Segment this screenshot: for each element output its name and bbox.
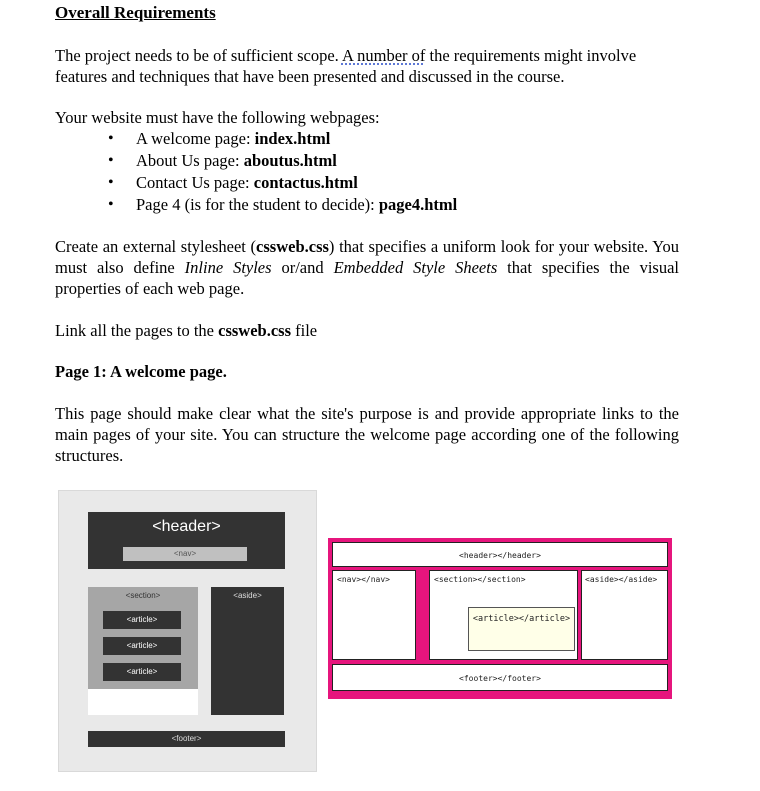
diagram-header-label: <header> (152, 518, 221, 535)
list-item (108, 194, 457, 216)
diagram-aside-block (211, 587, 284, 715)
intro-text-start: The project needs to be of sufficient scope. (55, 46, 342, 65)
diagram-section-label: <section> (125, 591, 161, 600)
page1-paragraph: This page should make clear what the site's purpose is and provide appropriate links to the main pages of your site. You can structure the welcome page according one of the following structures. (55, 404, 679, 465)
diagram-article-block: <article> (103, 611, 181, 629)
link-suffix: file (291, 321, 318, 340)
page-label: A welcome page: (136, 129, 255, 148)
link-text: Link all the pages to the (55, 321, 219, 340)
diagram-footer-block: <footer> (88, 731, 285, 747)
stylesheet-text-2: ) that specifies a uniform look for your website. You must also define (55, 237, 679, 277)
diagram-blank-area (88, 689, 198, 715)
page1-heading: Page 1: A welcome page. (55, 362, 227, 381)
stylesheet-text-3: or/and (271, 258, 334, 277)
diagram-article-block: <article> (103, 637, 181, 655)
link-paragraph (55, 320, 679, 341)
pink-aside-box: <aside></aside> (581, 570, 668, 660)
inline-styles-term: Inline Styles (184, 258, 272, 277)
page-label: Page 4 (is for the student to decide): (136, 195, 379, 214)
page-filename: contactus.html (253, 173, 358, 192)
diagram-nav-block: <nav> (123, 547, 247, 561)
pink-nav-box: <nav></nav> (332, 570, 416, 660)
layout-diagram-dark (58, 490, 317, 772)
diagram-article-block: <article> (103, 663, 181, 681)
list-item (108, 172, 457, 194)
pages-intro: Your website must have the following webpages: (55, 108, 380, 127)
list-item (108, 128, 457, 150)
pink-section-label: <section></section> (434, 575, 526, 584)
embedded-styles-term: Embedded Style Sheets (333, 258, 498, 277)
stylesheet-text-4: that specifies the visual properties of each web page. (55, 258, 679, 298)
intro-text-end: the requirements might involve features and techniques that have been presented and discussed in the course. (55, 46, 637, 86)
page-label: Contact Us page: (136, 173, 254, 192)
page-filename: page4.html (378, 195, 458, 214)
page-filename: index.html (254, 129, 331, 148)
layout-diagram-pink (328, 538, 672, 699)
link-filename: cssweb.css (218, 321, 291, 340)
stylesheet-filename: cssweb.css (256, 237, 329, 256)
pink-footer-box: <footer></footer> (332, 664, 668, 691)
pink-header-box: <header></header> (332, 542, 668, 567)
page-filename: aboutus.html (243, 151, 337, 170)
required-pages-list (108, 128, 457, 216)
intro-underlined-text: A number of (341, 46, 426, 65)
document-title: Overall Requirements (55, 3, 216, 22)
pink-article-box: <article></article> (468, 607, 575, 651)
diagram-header-block (88, 512, 285, 569)
stylesheet-paragraph (55, 236, 679, 299)
pink-section-box (429, 570, 578, 660)
stylesheet-text-1: Create an external stylesheet ( (55, 237, 257, 256)
diagram-section-block (88, 587, 198, 689)
list-item (108, 150, 457, 172)
page-label: About Us page: (136, 151, 244, 170)
intro-paragraph (55, 45, 679, 87)
diagram-aside-label: <aside> (233, 591, 262, 600)
